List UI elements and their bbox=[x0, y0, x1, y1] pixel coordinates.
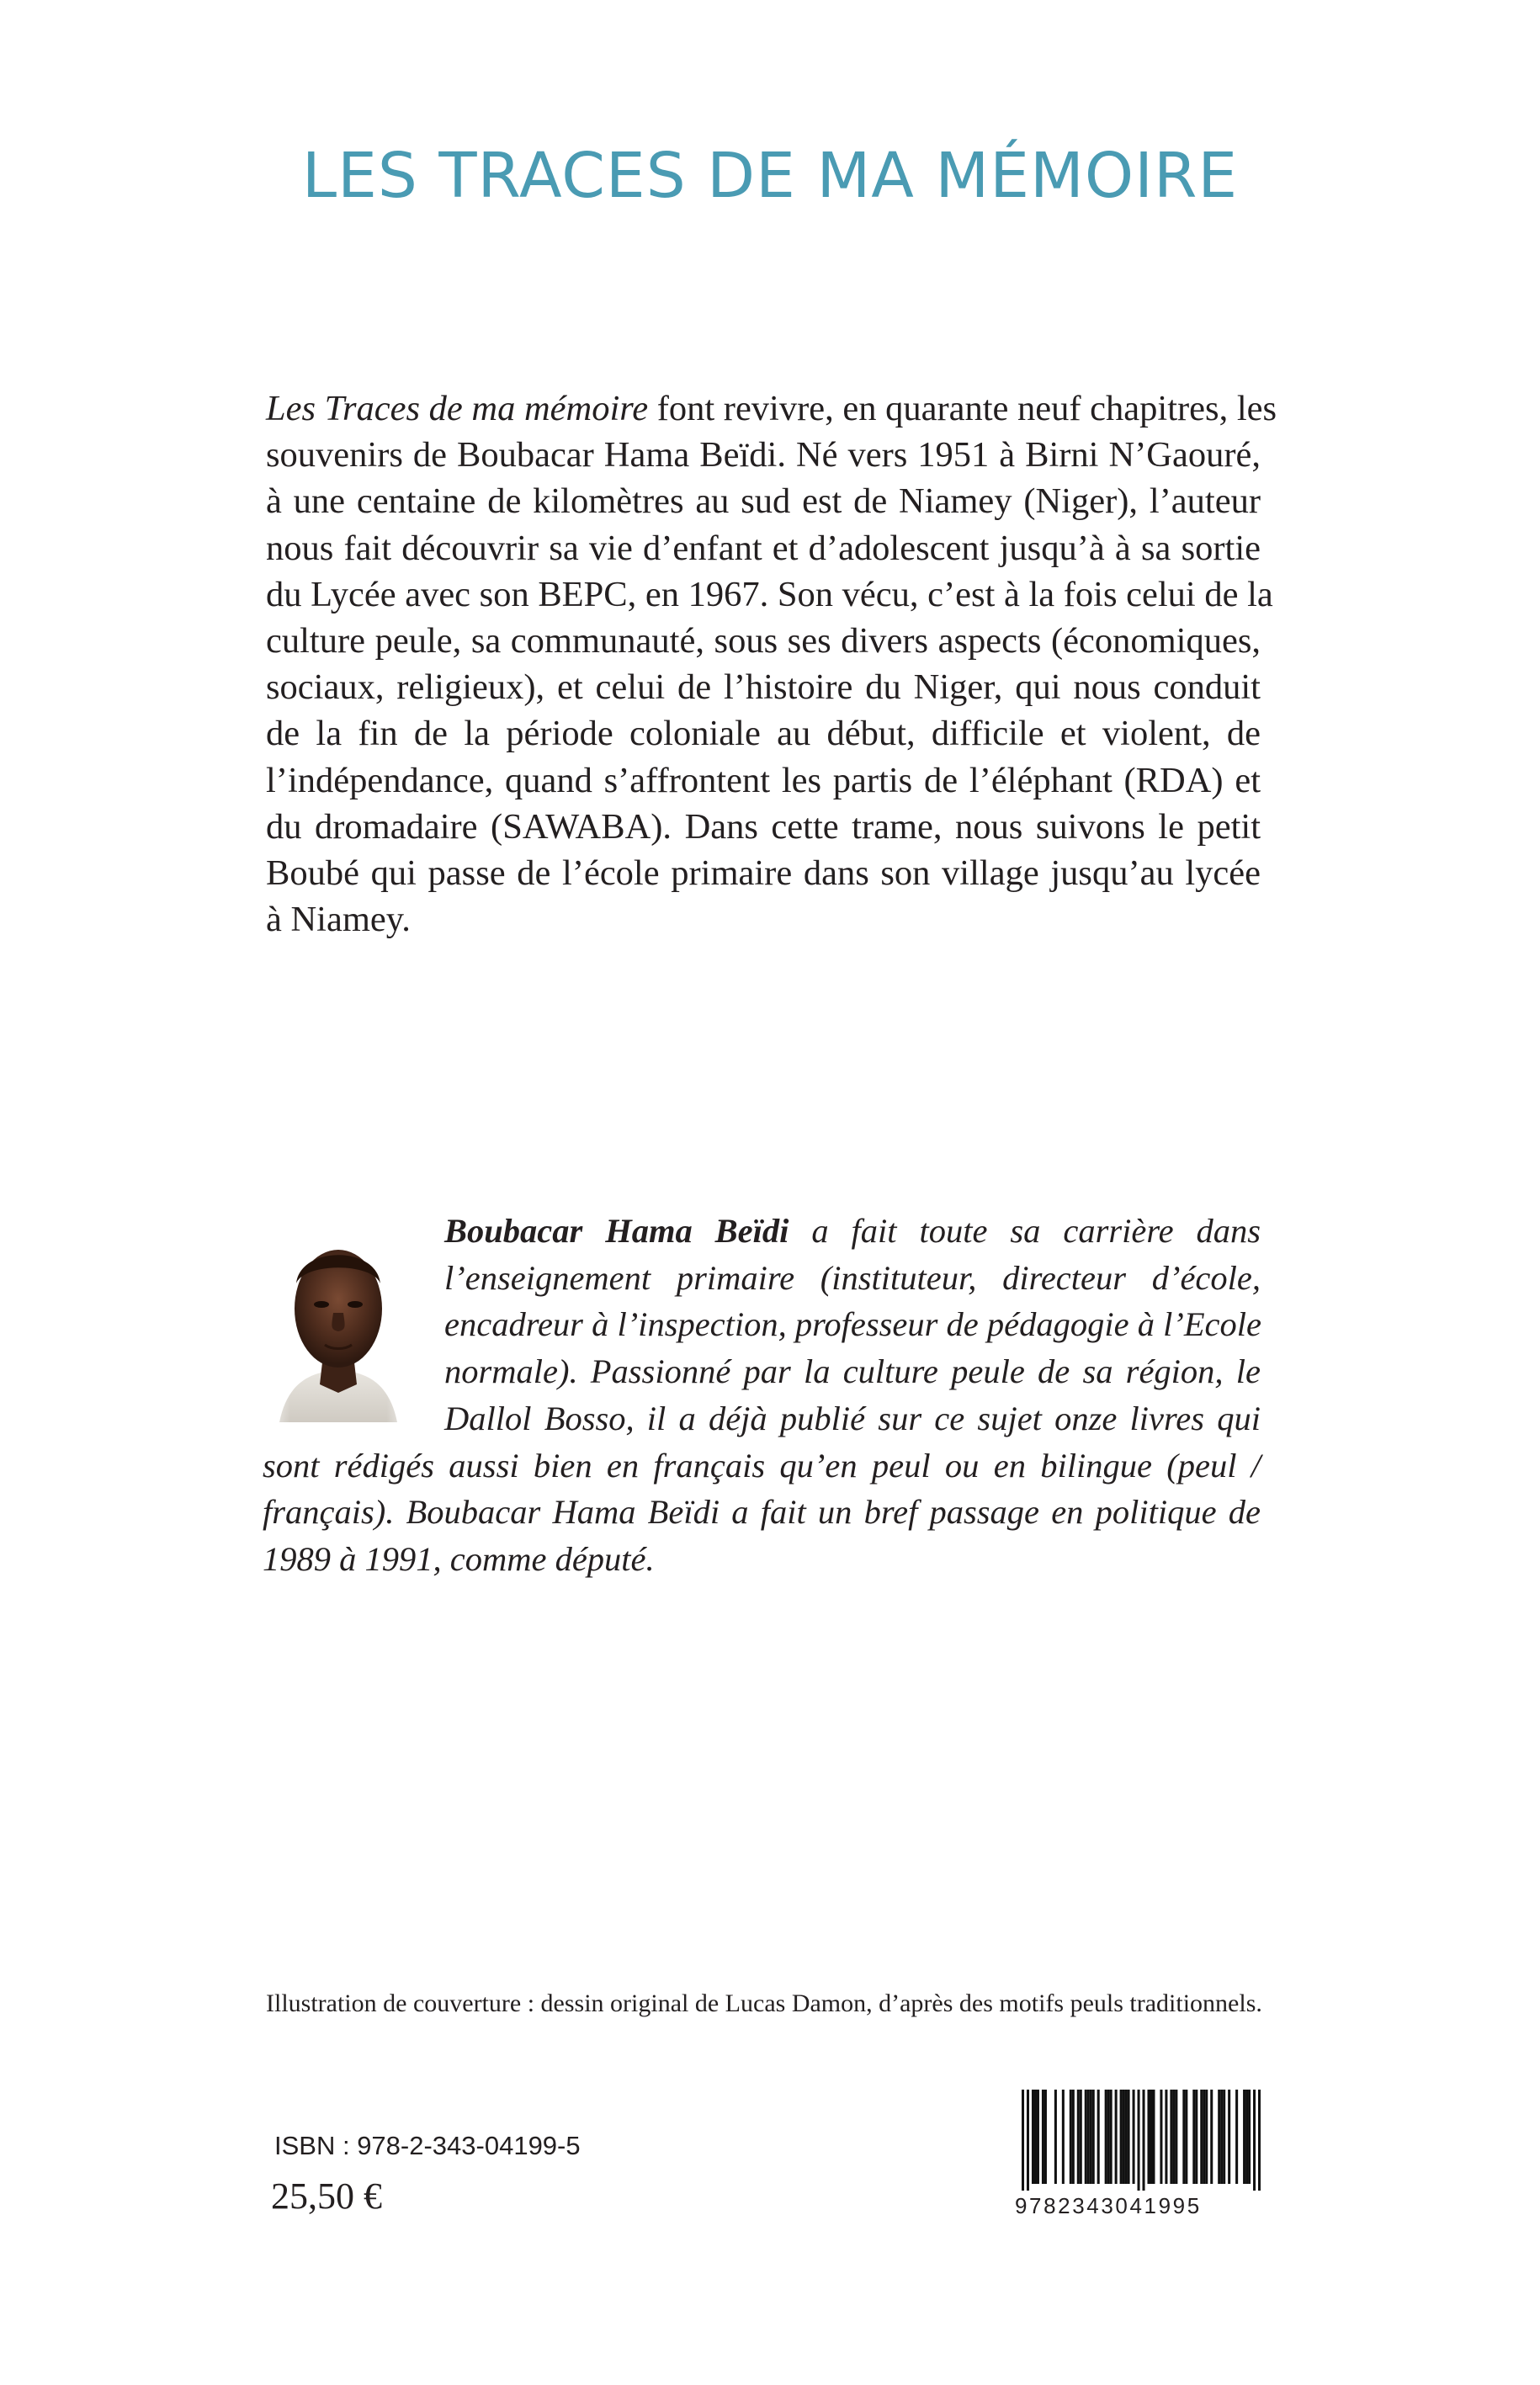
author-name: Boubacar Hama Beïdi bbox=[444, 1212, 789, 1250]
barcode-bar bbox=[1054, 2090, 1057, 2184]
barcode-bar bbox=[1218, 2090, 1220, 2184]
barcode-bar bbox=[1192, 2090, 1195, 2184]
barcode-bar bbox=[1080, 2090, 1082, 2184]
barcode-bar bbox=[1077, 2090, 1080, 2184]
summary-line: nous fait découvrir sa vie d’enfant et d’adolescent jusqu’à à sa sortie bbox=[266, 528, 1261, 568]
bio-line: normale). Passionné par la culture peule de sa région, le bbox=[444, 1352, 1261, 1391]
barcode-bar bbox=[1172, 2090, 1175, 2184]
barcode-bar bbox=[1248, 2090, 1251, 2184]
barcode-bar bbox=[1042, 2090, 1044, 2184]
bio-line: sont rédigés aussi bien en français qu’en peul ou en bilingue (peul / bbox=[263, 1446, 1261, 1485]
barcode-bar bbox=[1228, 2090, 1230, 2184]
bio-line: français). Boubacar Hama Beïdi a fait un bref passage en politique de bbox=[263, 1493, 1261, 1532]
summary-line: Les Traces de ma mémoire font revivre, en quarante neuf chapitres, les bbox=[266, 389, 1277, 428]
barcode-bar bbox=[1195, 2090, 1197, 2184]
barcode-bar bbox=[1185, 2090, 1187, 2184]
barcode-bar bbox=[1160, 2090, 1162, 2184]
barcode-bar bbox=[1258, 2090, 1261, 2191]
summary-line: Boubé qui passe de l’école primaire dans son village jusqu’au lycée bbox=[266, 853, 1261, 894]
barcode-bar bbox=[1203, 2090, 1205, 2184]
summary-line: culture peule, sa communauté, sous ses divers aspects (économiques, bbox=[266, 621, 1261, 661]
summary-line: du dromadaire (SAWABA). Dans cette trame, nous suivons le petit bbox=[266, 806, 1261, 847]
barcode-bar bbox=[1085, 2090, 1087, 2184]
barcode-bar bbox=[1105, 2090, 1107, 2184]
barcode-bar bbox=[1150, 2090, 1152, 2184]
barcode-number: 9782343041995 bbox=[1015, 2193, 1202, 2218]
summary-line: de la fin de la période coloniale au début, difficile et violent, de bbox=[266, 714, 1261, 754]
barcode-bar bbox=[1037, 2090, 1039, 2184]
barcode-bar bbox=[1072, 2090, 1075, 2184]
barcode-bar bbox=[1133, 2090, 1135, 2184]
barcode-bar bbox=[1107, 2090, 1110, 2184]
barcode-bar bbox=[1110, 2090, 1113, 2184]
barcode-bar bbox=[1115, 2090, 1118, 2184]
barcode-bar bbox=[1142, 2090, 1144, 2191]
isbn: ISBN : 978-2-343-04199-5 bbox=[274, 2131, 581, 2160]
barcode-bar bbox=[1253, 2090, 1256, 2191]
barcode-bar bbox=[1223, 2090, 1225, 2184]
barcode-bar bbox=[1044, 2090, 1047, 2184]
bio-line: Dallol Bosso, il a déjà publié sur ce sujet onze livres qui bbox=[444, 1399, 1261, 1437]
barcode-bar bbox=[1205, 2090, 1208, 2184]
summary-title-italic: Les Traces de ma mémoire bbox=[266, 389, 649, 428]
barcode-bar bbox=[1245, 2090, 1248, 2184]
barcode-bar bbox=[1210, 2090, 1213, 2184]
barcode-bar bbox=[1034, 2090, 1037, 2184]
bio-line: 1989 à 1991, comme député. bbox=[263, 1539, 655, 1578]
barcode-bar bbox=[1027, 2090, 1029, 2191]
book-title: LES TRACES DE MA MÉMOIRE bbox=[301, 140, 1239, 212]
book-summary bbox=[266, 385, 1277, 943]
barcode-bar bbox=[1097, 2090, 1100, 2184]
barcode-bar bbox=[1120, 2090, 1123, 2184]
price: 25,50 € bbox=[271, 2175, 382, 2217]
barcode-bar bbox=[1138, 2090, 1140, 2191]
bio-line: l’enseignement primaire (instituteur, directeur d’école, bbox=[444, 1258, 1261, 1297]
barcode-bar bbox=[1090, 2090, 1092, 2184]
barcode-bar bbox=[1128, 2090, 1130, 2184]
barcode-bar bbox=[1092, 2090, 1095, 2184]
barcode-bar bbox=[1182, 2090, 1185, 2184]
barcode-bar bbox=[1062, 2090, 1065, 2184]
barcode-bar bbox=[1087, 2090, 1090, 2184]
bio-line: encadreur à l’inspection, professeur de pédagogie à l’Ecole bbox=[444, 1305, 1262, 1344]
barcode-bar bbox=[1022, 2090, 1024, 2191]
barcode-bar bbox=[1032, 2090, 1034, 2184]
barcode-bar bbox=[1070, 2090, 1072, 2184]
summary-line: à Niamey. bbox=[266, 900, 411, 940]
bio-line: Boubacar Hama Beïdi a fait toute sa carrière dans bbox=[444, 1212, 1261, 1250]
barcode-bar bbox=[1243, 2090, 1245, 2184]
barcode-bar bbox=[1170, 2090, 1172, 2184]
summary-line: l’indépendance, quand s’affrontent les partis de l’éléphant (RDA) et bbox=[266, 760, 1261, 800]
cover-illustration-credit: Illustration de couverture : dessin original de Lucas Damon, d’après des motifs peuls traditionnels. bbox=[266, 1989, 1262, 2017]
barcode-bar bbox=[1152, 2090, 1155, 2184]
barcode-bar bbox=[1175, 2090, 1177, 2184]
summary-line: du Lycée avec son BEPC, en 1967. Son vécu, c’est à la fois celui de la bbox=[266, 574, 1273, 614]
summary-line: à une centaine de kilomètres au sud est de Niamey (Niger), l’auteur bbox=[266, 481, 1261, 522]
summary-line: sociaux, religieux), et celui de l’histoire du Niger, qui nous conduit bbox=[266, 667, 1261, 708]
barcode-bar bbox=[1200, 2090, 1203, 2184]
barcode-bar bbox=[1123, 2090, 1125, 2184]
barcode-bar bbox=[1235, 2090, 1238, 2184]
summary-line: souvenirs de Boubacar Hama Beïdi. Né vers 1951 à Birni N’Gaouré, bbox=[266, 435, 1261, 475]
author-biography bbox=[263, 1208, 1261, 1583]
barcode-bar bbox=[1220, 2090, 1223, 2184]
barcode-bar bbox=[1125, 2090, 1128, 2184]
barcode-bar bbox=[1147, 2090, 1150, 2184]
barcode-bar bbox=[1165, 2090, 1167, 2184]
